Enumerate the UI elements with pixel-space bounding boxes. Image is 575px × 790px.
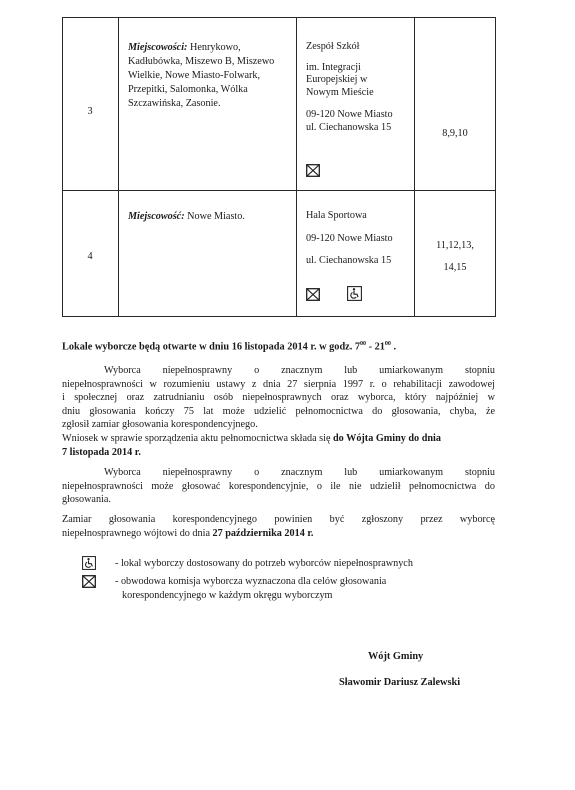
paragraph-line: i społecznej oraz zatrudnianiu osób niepełnosprawnych oraz wyborca, który najpóźniej w: [62, 392, 495, 403]
table-border-top: [62, 17, 496, 18]
envelope-icon: [306, 288, 320, 301]
polling-stations-table: [62, 17, 496, 317]
mail-voting-paragraph: [62, 466, 495, 507]
envelope-icon: [306, 164, 320, 177]
signature-name: Sławomir Dariusz Zalewski: [339, 677, 461, 688]
paragraph-line: dniu głosowania kończy 75 lat może udzielić pełnomocnictwa do głosowania, chyba, że: [62, 405, 495, 417]
row-districts: 8,9,10: [442, 128, 468, 139]
location-line: Zespół Szkół: [306, 41, 360, 52]
envelope-icon: [82, 575, 96, 593]
place-text: Henrykowo,: [189, 42, 241, 53]
opening-hours-notice: [62, 338, 522, 354]
paragraph-bold: 7 listopada 2014 r.: [62, 446, 141, 458]
table-col-divider: [296, 17, 297, 317]
districts-line: 11,12,13,: [436, 240, 474, 251]
location-line: Nowym Mieście: [306, 86, 374, 98]
place-text: Kadłubówka, Miszewo B, Miszewo: [128, 56, 275, 67]
paragraph-line: Zamiar głosowania korespondencyjnego powinien być zgłoszony przez wyborcę: [62, 514, 495, 525]
place-label: Miejscowość: [128, 211, 182, 222]
location-line: Europejskiej w: [306, 74, 368, 85]
paragraph-line: Wyborca niepełnosprawny o znacznym lub umiarkowanym stopniu: [104, 365, 495, 376]
paragraph-text: Wniosek w sprawie sporządzenia aktu pełnomocnictwa składa się: [62, 433, 334, 444]
location-line: im. Integracji: [306, 61, 361, 73]
table-border-left: [62, 17, 63, 317]
hours-sup: 00: [360, 341, 367, 347]
row-places: Miejscowość: Nowe Miasto.: [128, 211, 245, 222]
row-districts: [414, 235, 496, 279]
wheelchair-icon: [347, 286, 362, 301]
proxy-paragraph: [62, 364, 495, 432]
paragraph-line: głosowania.: [62, 494, 111, 505]
table-border-bottom: [62, 316, 496, 317]
location-line: 09-120 Nowe Miasto: [306, 232, 393, 244]
hours-sup: 00: [384, 341, 391, 347]
place-text: Przepitki, Salomonka, Wólka: [128, 84, 248, 95]
paragraph-text: niepełnosprawnego wójtowi do dnia: [62, 527, 213, 539]
hours-text: - 21: [366, 341, 385, 353]
wheelchair-icon: [82, 556, 96, 575]
paragraph-line: Wyborca niepełnosprawny o znacznym lub umiarkowanym stopniu: [104, 467, 495, 478]
location-line: ul. Ciechanowska 15: [306, 121, 392, 133]
legend-line: korespondencyjnego w każdym okręgu wyborczym: [122, 589, 333, 601]
proxy-deadline-paragraph: [62, 432, 502, 459]
legend-line: - obwodowa komisja wyborcza wyznaczona dla celów głosowania: [115, 576, 387, 587]
row-places: Miejscowości: Henrykowo, Kadłubówka, Miszewo B, Miszewo Wielkie, Nowe Miasto-Folwark, Przepitki, Salomonka, Wólka Szczawińska, Zasonie.: [128, 41, 293, 111]
location-line: ul. Ciechanowska 15: [306, 255, 392, 266]
paragraph-line: niepełnosprawności w rozumieniu ustawy z dnia 27 sierpnia 1997 r. o rehabilitacji zawodowej: [62, 378, 495, 390]
location-line: 09-120 Nowe Miasto: [306, 109, 393, 120]
table-row-divider: [62, 190, 496, 191]
legend-text: - lokal wyborczy dostosowany do potrzeb wyborców niepełnosprawnych: [115, 558, 413, 569]
paragraph-line: niepełnosprawności może głosować korespondencyjnie, o ile nie udzielił pełnomocnictwa do: [62, 480, 495, 492]
place-label: Miejscowości: [128, 42, 185, 53]
place-text: Wielkie, Nowe Miasto-Folwark,: [128, 70, 260, 81]
districts-line: 14,15: [443, 262, 467, 273]
row-location: [306, 41, 414, 134]
hours-text: Lokale wyborcze będą otwarte w dniu 16 listopada 2014 r. w godz. 7: [62, 341, 361, 353]
row-location: [306, 210, 414, 268]
signature-title: Wójt Gminy: [368, 651, 424, 662]
paragraph-bold: do Wójta Gminy do dnia: [333, 433, 441, 444]
place-text: Szczawińska, Zasonie.: [128, 98, 221, 109]
table-col-divider: [118, 17, 119, 317]
paragraph-line: zgłosił zamiar głosowania korespondencyjnego.: [62, 419, 258, 430]
place-text: Nowe Miasto.: [187, 211, 245, 222]
hours-text: .: [390, 341, 397, 353]
mail-voting-deadline-paragraph: [62, 513, 495, 540]
location-line: Hala Sportowa: [306, 210, 367, 221]
legend-text: [115, 575, 495, 602]
row-number: 3: [87, 106, 93, 117]
paragraph-bold: 27 października 2014 r.: [212, 527, 314, 539]
row-number: 4: [87, 251, 93, 262]
